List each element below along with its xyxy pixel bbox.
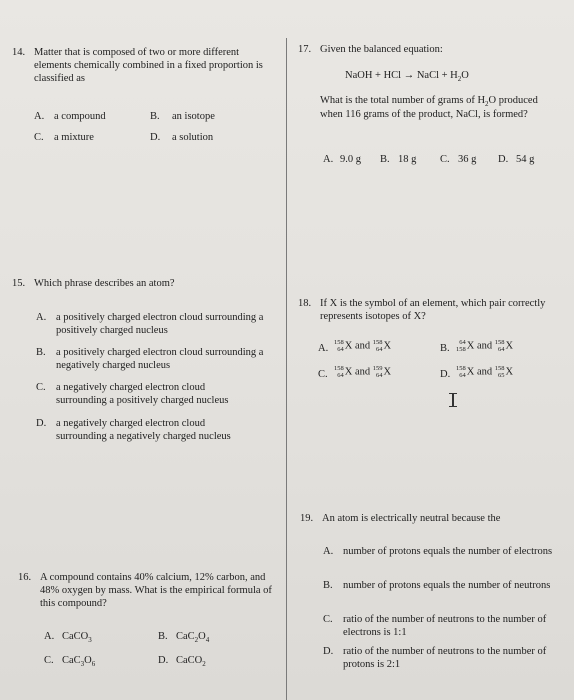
q16-option-d-label: D. xyxy=(158,655,169,666)
q17-option-b-label: B. xyxy=(380,154,390,165)
q16-number: 16. xyxy=(18,572,32,583)
q14-number: 14. xyxy=(12,47,26,58)
q17-option-a[interactable]: 9.0 g xyxy=(340,154,361,165)
q19-option-c-label: C. xyxy=(323,614,333,625)
q18-option-a[interactable]: 158 64 X and 158 64 X xyxy=(334,339,392,353)
q18-option-d[interactable]: 158 64 X and 158 65 X xyxy=(456,365,514,379)
q19-option-a[interactable]: number of protons equals the number of electrons xyxy=(343,546,553,557)
q15-option-c[interactable]: a negatively charged electron cloud surrounding a positively charged nucleus xyxy=(56,382,229,406)
q16-option-c-label: C. xyxy=(44,655,54,666)
q19-option-b-label: B. xyxy=(323,580,333,591)
q15-option-b[interactable]: a positively charged electron cloud surrounding a negatively charged nucleus xyxy=(56,347,264,371)
q15-option-d-label: D. xyxy=(36,418,47,429)
q18-option-b-label: B. xyxy=(440,343,450,354)
q14-option-a-label: A. xyxy=(34,111,45,122)
q18-number: 18. xyxy=(298,298,312,309)
q19-text: An atom is electrically neutral because the xyxy=(322,513,501,524)
q19-option-d[interactable]: ratio of the number of neutrons to the number of protons is 2:1 xyxy=(343,646,547,670)
q16-option-d[interactable]: CaCO$_2$ xyxy=(176,655,206,669)
q15-option-a[interactable]: a positively charged electron cloud surrounding a positively charged nucleus xyxy=(56,312,264,336)
q15-option-d[interactable]: a negatively charged electron cloud surrounding a negatively charged nucleus xyxy=(56,418,231,442)
q17-option-b[interactable]: 18 g xyxy=(398,154,417,165)
q18-option-b[interactable]: 64 158 X and 158 64 X xyxy=(456,339,514,353)
q18-option-d-label: D. xyxy=(440,369,451,380)
q16-option-b-label: B. xyxy=(158,631,168,642)
q15-option-b-label: B. xyxy=(36,347,46,358)
q19-option-d-label: D. xyxy=(323,646,334,657)
q18-option-c-label: C. xyxy=(318,369,328,380)
q15-number: 15. xyxy=(12,278,26,289)
q14-option-b-label: B. xyxy=(150,111,160,122)
q19-option-c[interactable]: ratio of the number of neutrons to the number of electrons is 1:1 xyxy=(343,614,547,638)
q15-option-a-label: A. xyxy=(36,312,47,323)
q19-number: 19. xyxy=(300,513,314,524)
q14-option-c-label: C. xyxy=(34,132,44,143)
q17-option-c[interactable]: 36 g xyxy=(458,154,477,165)
text-cursor-icon xyxy=(448,392,458,408)
q17-text: Given the balanced equation: xyxy=(320,44,443,55)
q19-option-a-label: A. xyxy=(323,546,334,557)
q19-option-b[interactable]: number of protons equals the number of neutrons xyxy=(343,580,551,591)
q16-option-b[interactable]: $CaC_2O_4$ xyxy=(176,631,210,645)
q14-option-d[interactable]: a solution xyxy=(172,132,214,143)
q16-text: A compound contains 40% calcium, 12% carbon, and 48% oxygen by mass. What is the empirical formula of this compound? xyxy=(40,572,272,609)
q15-text: Which phrase describes an atom? xyxy=(34,278,175,289)
q18-option-c[interactable]: 158 64 X and 159 64 X xyxy=(334,365,392,379)
q17-option-c-label: C. xyxy=(440,154,450,165)
q17-number: 17. xyxy=(298,44,312,55)
q17-question: What is the total number of grams of $H_2O$ produced when 116 grams of the product, NaCl, is formed? xyxy=(320,95,538,120)
column-divider xyxy=(286,38,287,700)
q15-option-c-label: C. xyxy=(36,382,46,393)
q18-text: If X is the symbol of an element, which pair correctly represents isotopes of X? xyxy=(320,298,546,322)
q14-option-a[interactable]: a compound xyxy=(54,111,106,122)
q17-option-d-label: D. xyxy=(498,154,509,165)
q17-option-a-label: A. xyxy=(323,154,334,165)
q17-equation: NaOH + HCl → NaCl + $H_2O$ xyxy=(345,70,469,84)
q16-option-c[interactable]: $CaC_3O_6$ xyxy=(62,655,96,669)
q17-option-d[interactable]: 54 g xyxy=(516,154,535,165)
q14-option-d-label: D. xyxy=(150,132,161,143)
q14-option-c[interactable]: a mixture xyxy=(54,132,94,143)
q14-text: Matter that is composed of two or more different elements chemically combined in a fixed proportion is classified as xyxy=(34,47,263,84)
q14-option-b[interactable]: an isotope xyxy=(172,111,215,122)
q16-option-a-label: A. xyxy=(44,631,55,642)
q18-option-a-label: A. xyxy=(318,343,329,354)
q16-option-a[interactable]: CaCO$_3$ xyxy=(62,631,92,645)
